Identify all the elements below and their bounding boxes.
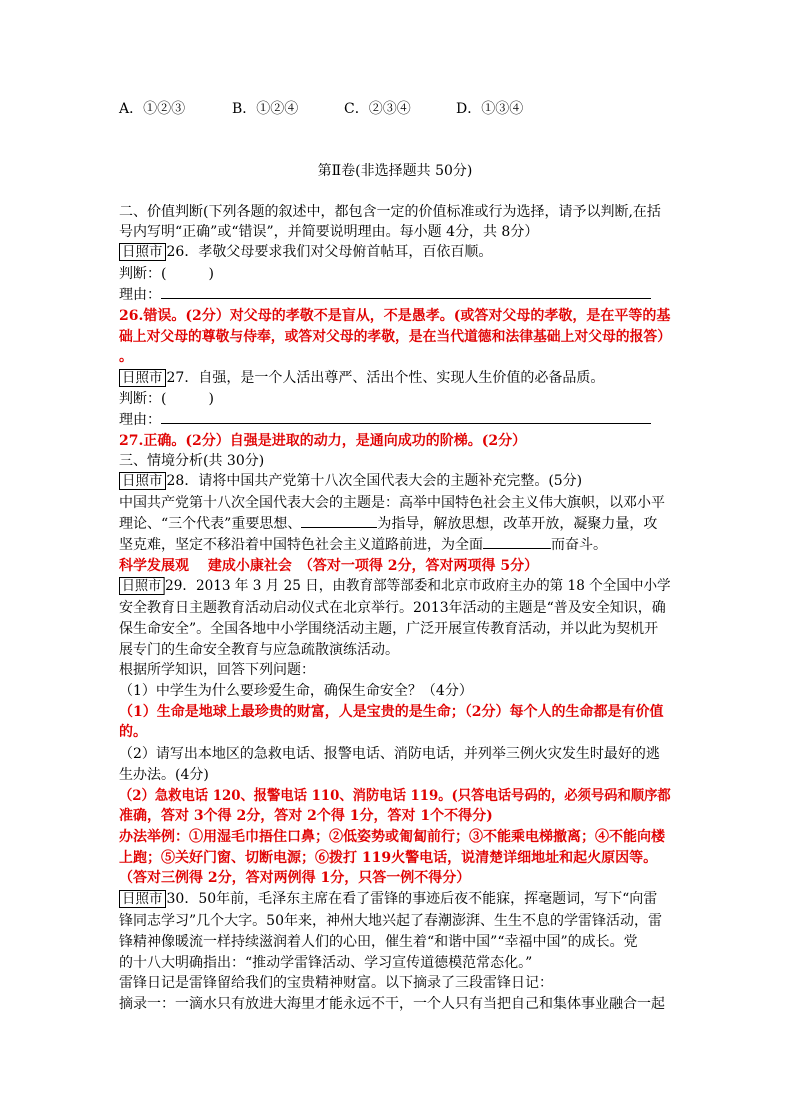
region-tag: 日照市 [119, 577, 164, 595]
q27-reason-label: 理由： [119, 412, 161, 428]
q29-ans2-line3: 办法举例：①用湿毛巾捂住口鼻；②低姿势或匍匐前行；③不能乘电梯撤离；④不能向楼 [119, 829, 665, 845]
part2-heading-line2: 号内写明“正确”或“错误”，并简要说明理由。每小题 4分，共 8分） [119, 224, 539, 240]
q27-reason [119, 410, 651, 430]
q28-line2b: 为指导，解放思想，改革开放，凝聚力量，攻 [377, 516, 658, 532]
question-26-text: 26．孝敬父母要求我们对父母俯首帖耳，百依百顺。 [166, 244, 493, 260]
q28-line3a: 坚克难，坚定不移沿着中国特色社会主义道路前进，为全面 [119, 537, 483, 553]
section-title: 第Ⅱ卷(非选择题共 50分) [317, 163, 473, 179]
q26-reason-label: 理由： [119, 287, 161, 303]
q30-line1: 30．50年前，毛泽东主席在看了雷锋的事迹后夜不能寐，挥毫题词，写下“向雷 [166, 891, 658, 907]
q30-line5: 雷锋日记是雷锋留给我们的宝贵精神财富。以下摘录了三段雷锋日记： [119, 975, 553, 991]
q28-line2a: 理论、“三个代表”重要思想、 [119, 516, 302, 532]
region-tag: 日照市 [119, 890, 166, 908]
question-26 [119, 242, 492, 262]
option-d: D．①③④ [456, 101, 524, 117]
q26-reason-blank [161, 286, 651, 299]
q28-line2 [119, 514, 657, 534]
region-tag: 日照市 [119, 472, 166, 490]
q26-answer-line2: 础上对父母的尊敬与侍奉，或答对父母的孝敬，是在当代道德和法律基础上对父母的报答） [119, 329, 671, 345]
q29-ans1b: 的。 [119, 724, 147, 740]
q29-line1: 29．2013 年 3 月 25 日，由教育部等部委和北京市政府主办的第 18 个全国中小学 [165, 578, 671, 594]
q29-line5: 根据所学知识，回答下列问题： [119, 662, 315, 678]
q28-line3b: 而奋斗。 [551, 537, 607, 553]
q30-line3: 锋精神像暖流一样持续滋润着人们的心田，催生着“和谐中国”“幸福中国”的成长。党 [119, 934, 638, 950]
q27-judge: 判断：( ) [119, 391, 214, 407]
q26-answer-line1: 26.错误。(2分）对父母的孝敬不是盲从，不是愚孝。(或答对父母的孝敬，是在平等的基 [119, 308, 671, 324]
question-29 [119, 576, 671, 596]
q27-answer: 27.正确。(2分）自强是进取的动力，是通向成功的阶梯。(2分） [119, 433, 527, 449]
option-c: C．②③④ [344, 101, 411, 117]
q29-sub2-line2: 生办法。(4分) [119, 767, 209, 783]
question-30 [119, 889, 657, 909]
q29-ans2-line4: 上跑；⑤关好门窗、切断电源；⑥拨打 119火警电话，说清楚详细地址和起火原因等。 [119, 850, 658, 866]
q28-answer: 科学发展观 建成小康社会 （答对一项得 2分，答对两项得 5分） [119, 558, 539, 574]
q29-line2: 安全教育日主题教育活动启动仪式在北京举行。2013年活动的主题是“普及安全知识，确 [119, 600, 666, 616]
q30-line4: 的十八大明确指出：“推动学雷锋活动、学习宣传道德模范常态化。” [119, 955, 533, 971]
question-27-text: 27．自强，是一个人活出尊严、活出个性、实现人生价值的必备品质。 [166, 370, 605, 386]
region-tag: 日照市 [119, 243, 166, 261]
option-a: A．①②③ [119, 101, 186, 117]
q29-sub1: （1）中学生为什么要珍爱生命，确保生命安全？（4分） [119, 683, 473, 699]
q28-line1: 中国共产党第十八次全国代表大会的主题是：高举中国特色社会主义伟大旗帜，以邓小平 [119, 495, 665, 511]
q29-ans2-line1: （2）急救电话 120、报警电话 110、消防电话 119。(只答电话号码的，必须号码和顺序都 [119, 788, 671, 804]
q29-ans1: （1）生命是地球上最珍贵的财富，人是宝贵的是生命；（2分）每个人的生命都是有价值 [119, 704, 664, 720]
q26-judge: 判断：( ) [119, 266, 214, 282]
part3-heading: 三、情境分析(共 30分) [119, 453, 265, 469]
q26-answer-line3: 。 [119, 349, 133, 365]
q28-blank-2 [483, 536, 551, 549]
q30-line6: 摘录一：一滴水只有放进大海里才能永远不干，一个人只有当把自己和集体事业融合一起 [119, 996, 665, 1012]
option-b: B．①②④ [232, 101, 299, 117]
q30-line2: 锋同志学习”几个大字。50年来，神州大地兴起了春潮澎湃、生生不息的学雷锋活动，雷 [119, 913, 662, 929]
q29-ans2-line5: （答对三例得 2分，答对两例得 1分，只答一例不得分） [119, 870, 471, 886]
q28-blank-1 [301, 515, 377, 528]
q27-reason-blank [161, 411, 651, 424]
question-28-text: 28．请将中国共产党第十八次全国代表大会的主题补充完整。(5分) [166, 473, 583, 489]
q29-line4: 展专门的生命安全教育与应急疏散演练活动。 [119, 642, 399, 658]
q29-sub2-line1: （2）请写出本地区的急救电话、报警电话、消防电话，并列举三例火灾发生时最好的逃 [119, 746, 660, 762]
q29-line3: 保生命安全”。全国各地中小学围绕活动主题，广泛开展宣传教育活动，并以此为契机开 [119, 621, 659, 637]
question-27 [119, 368, 604, 388]
question-28 [119, 471, 582, 491]
part2-heading-line1: 二、价值判断(下列各题的叙述中，都包含一定的价值标准或行为选择，请予以判断,在括 [119, 204, 661, 220]
region-tag: 日照市 [119, 369, 166, 387]
q28-line3 [119, 535, 607, 555]
q29-ans2-line2: 准确，答对 3个得 2分，答对 2个得 1分，答对 1个不得分) [119, 808, 493, 824]
q26-reason [119, 285, 651, 305]
